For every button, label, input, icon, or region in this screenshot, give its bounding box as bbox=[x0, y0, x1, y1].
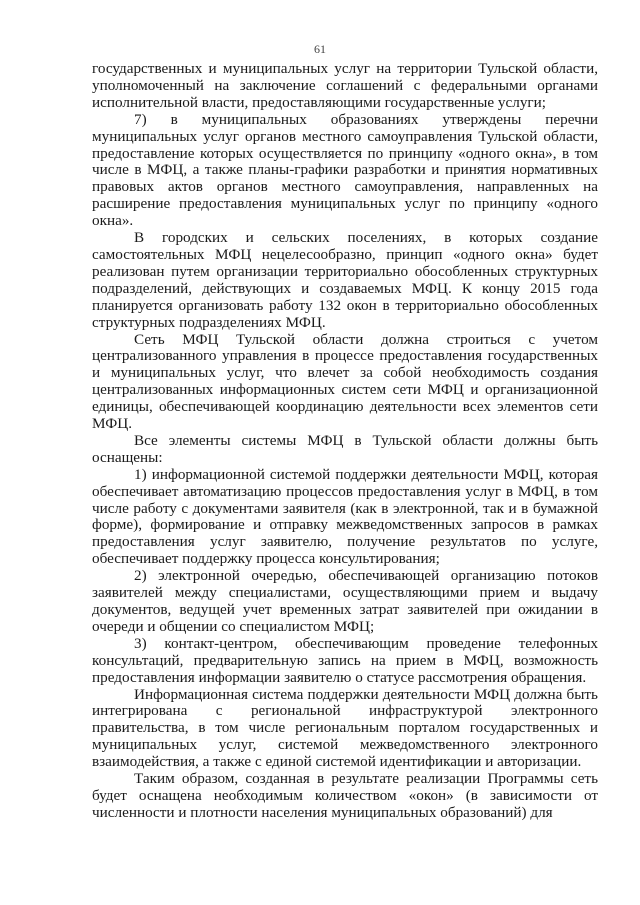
page-number: 61 bbox=[314, 42, 326, 56]
paragraph-conclusion: Таким образом, созданная в результате реализации Программы сеть будет оснащена необходимым количеством «окон» (в зависимости от численности и плотности населения муниципальных образований) для bbox=[92, 770, 598, 821]
paragraph-item-7: 7) в муниципальных образованиях утверждены перечни муниципальных услуг органов местного самоуправления Тульской области, предоставление которых осуществляется по принципу «одного окна», в том числе в МФЦ, а также планы-графики разработки и принятия нормативных правовых актов органов местного самоуправления, направленных на расширение предоставления муниципальных услуг по принципу «одного окна». bbox=[92, 110, 598, 230]
paragraph-continuation: государственных и муниципальных услуг на территории Тульской области, уполномоченный на заключение соглашений с федеральными органами исполнительной власти, предоставляющими государственные услуги; bbox=[92, 60, 598, 111]
list-item-2: 2) электронной очередью, обеспечивающей организацию потоков заявителей между специалистами, осуществляющими прием и выдачу документов, ведущей учет временных затрат заявителей при ожидании в очереди и общении со специалистом МФЦ; bbox=[92, 567, 598, 635]
paragraph-settlements: В городских и сельских поселениях, в которых создание самостоятельных МФЦ нецелесообразно, принцип «одного окна» будет реализован путем организации территориально обособленных структурных подразделений, действующих и создаваемых МФЦ. К концу 2015 года планируется организовать работу 132 окон в территориально обособленных структурных подразделениях МФЦ. bbox=[92, 229, 598, 331]
paragraph-equipment-intro: Все элементы системы МФЦ в Тульской области должны быть оснащены: bbox=[92, 431, 598, 466]
list-item-3: 3) контакт-центром, обеспечивающим проведение телефонных консультаций, предварительную запись на прием в МФЦ, возможность предоставления информации заявителю о статусе рассмотрения обращения. bbox=[92, 634, 598, 686]
list-item-1: 1) информационной системой поддержки деятельности МФЦ, которая обеспечивает автоматизацию процессов предоставления услуг в МФЦ, в том числе работу с документами заявителя (как в электронной, так и в бумажной форме), формирование и отправку межведомственных запросов в рамках предоставления услуг заявителю, получение результатов по услуге, обеспечивает поддержку процесса консультирования; bbox=[92, 465, 598, 568]
paragraph-information-system: Информационная система поддержки деятельности МФЦ должна быть интегрирована с региональной инфраструктурой электронного правительства, в том числе региональным порталом государственных и муниципальных услуг, системой межведомственного электронного взаимодействия, а также с единой системой идентификации и авторизации. bbox=[92, 685, 598, 771]
paragraph-mfc-network: Сеть МФЦ Тульской области должна строиться с учетом централизованного управления в процессе предоставления государственных и муниципальных услуг, что влечет за собой необходимость создания централизованных информационных систем сети МФЦ и организационной единицы, обеспечивающей координацию деятельности всех элементов сети МФЦ. bbox=[92, 330, 598, 433]
body-text bbox=[92, 61, 598, 822]
